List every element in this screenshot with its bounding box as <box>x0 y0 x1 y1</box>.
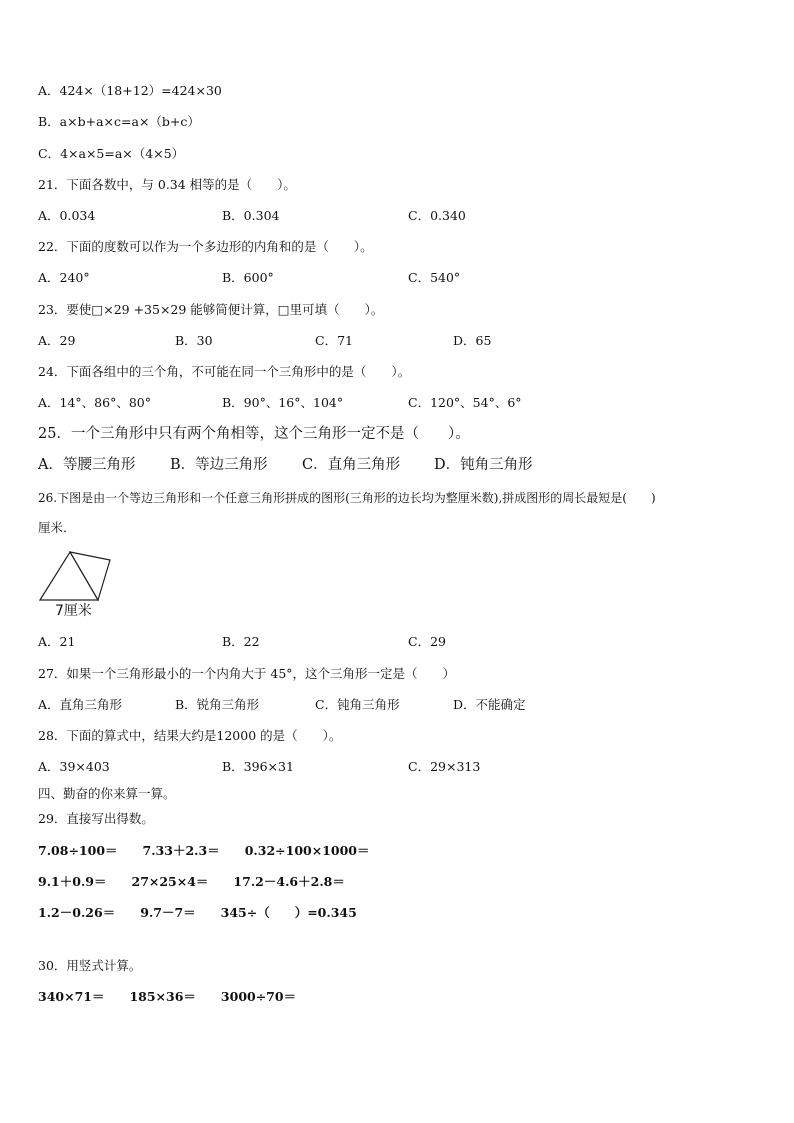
question-21-stem: 21．下面各数中，与 0.34 相等的是（ ）。 <box>38 177 296 192</box>
q23-option-a: A．29 <box>38 333 76 348</box>
section-heading: 四、勤奋的你来算一算。 <box>38 786 176 801</box>
q26-option-b: B．22 <box>222 634 260 649</box>
q29-row-2: 9.1＋0.9＝ 27×25×4＝ 17.2－4.6＋2.8＝ <box>38 874 345 889</box>
option-c-line: C．4×a×5=a×（4×5） <box>38 146 185 161</box>
q23-option-b: B．30 <box>175 333 213 348</box>
q28-option-c: C．29×313 <box>408 759 481 774</box>
q26-option-c: C．29 <box>408 634 446 649</box>
q22-option-c: C．540° <box>408 270 461 285</box>
q23-option-c: C．71 <box>315 333 353 348</box>
q22-option-a: A．240° <box>38 270 90 285</box>
q23-option-d: D．65 <box>453 333 492 348</box>
q26-option-a: A．21 <box>38 634 76 649</box>
q27-option-a: A．直角三角形 <box>38 697 123 712</box>
q24-option-b: B．90°、16°、104° <box>222 395 344 410</box>
q24-option-a: A．14°、86°、80° <box>38 395 151 410</box>
arbitrary-triangle <box>70 552 110 600</box>
q22-option-b: B．600° <box>222 270 274 285</box>
q27-option-b: B．锐角三角形 <box>175 697 260 712</box>
question-24-stem: 24．下面各组中的三个角，不可能在同一个三角形中的是（ ）。 <box>38 364 411 379</box>
figure-side-label: 7厘米 <box>55 603 92 619</box>
option-a-line: A．424×（18+12）=424×30 <box>38 83 222 98</box>
equilateral-triangle <box>40 552 98 600</box>
question-29-stem: 29．直接写出得数。 <box>38 811 154 826</box>
question-28-stem: 28．下面的算式中，结果大约是12000 的是（ ）。 <box>38 728 342 743</box>
q25-option-a: A．等腰三角形 <box>38 457 136 473</box>
q27-option-d: D．不能确定 <box>453 697 526 712</box>
q21-option-b: B．0.304 <box>222 208 280 223</box>
option-b-line: B．a×b+a×c=a×（b+c） <box>38 114 200 129</box>
question-23-stem: 23．要使□×29 +35×29 能够简便计算，□里可填（ ）。 <box>38 302 384 317</box>
question-22-stem: 22．下面的度数可以作为一个多边形的内角和的是（ ）。 <box>38 239 373 254</box>
q21-option-a: A．0.034 <box>38 208 96 223</box>
q25-option-d: D．钝角三角形 <box>434 457 533 473</box>
question-26-stem-continued: 厘米. <box>38 520 67 535</box>
q29-row-3: 1.2－0.26＝ 9.7－7＝ 345÷（ ）=0.345 <box>38 905 357 920</box>
q25-option-b: B．等边三角形 <box>170 457 268 473</box>
q28-option-b: B．396×31 <box>222 759 294 774</box>
q24-option-c: C．120°、54°、6° <box>408 395 522 410</box>
q21-option-c: C．0.340 <box>408 208 466 223</box>
triangle-figure <box>38 550 118 606</box>
q25-option-c: C．直角三角形 <box>302 457 401 473</box>
question-27-stem: 27．如果一个三角形最小的一个内角大于 45°，这个三角形一定是（ ） <box>38 666 456 681</box>
q30-row-1: 340×71＝ 185×36＝ 3000÷70＝ <box>38 989 297 1004</box>
q27-option-c: C．钝角三角形 <box>315 697 400 712</box>
question-26-stem: 26.下图是由一个等边三角形和一个任意三角形拼成的图形(三角形的边长均为整厘米数),拼成图形的周长最短是( ) <box>38 491 656 505</box>
q28-option-a: A．39×403 <box>38 759 110 774</box>
question-25-stem: 25．一个三角形中只有两个角相等，这个三角形一定不是（ ）。 <box>38 426 470 442</box>
q29-row-1: 7.08÷100＝ 7.33＋2.3＝ 0.32÷100×1000＝ <box>38 843 370 858</box>
question-30-stem: 30．用竖式计算。 <box>38 958 142 973</box>
